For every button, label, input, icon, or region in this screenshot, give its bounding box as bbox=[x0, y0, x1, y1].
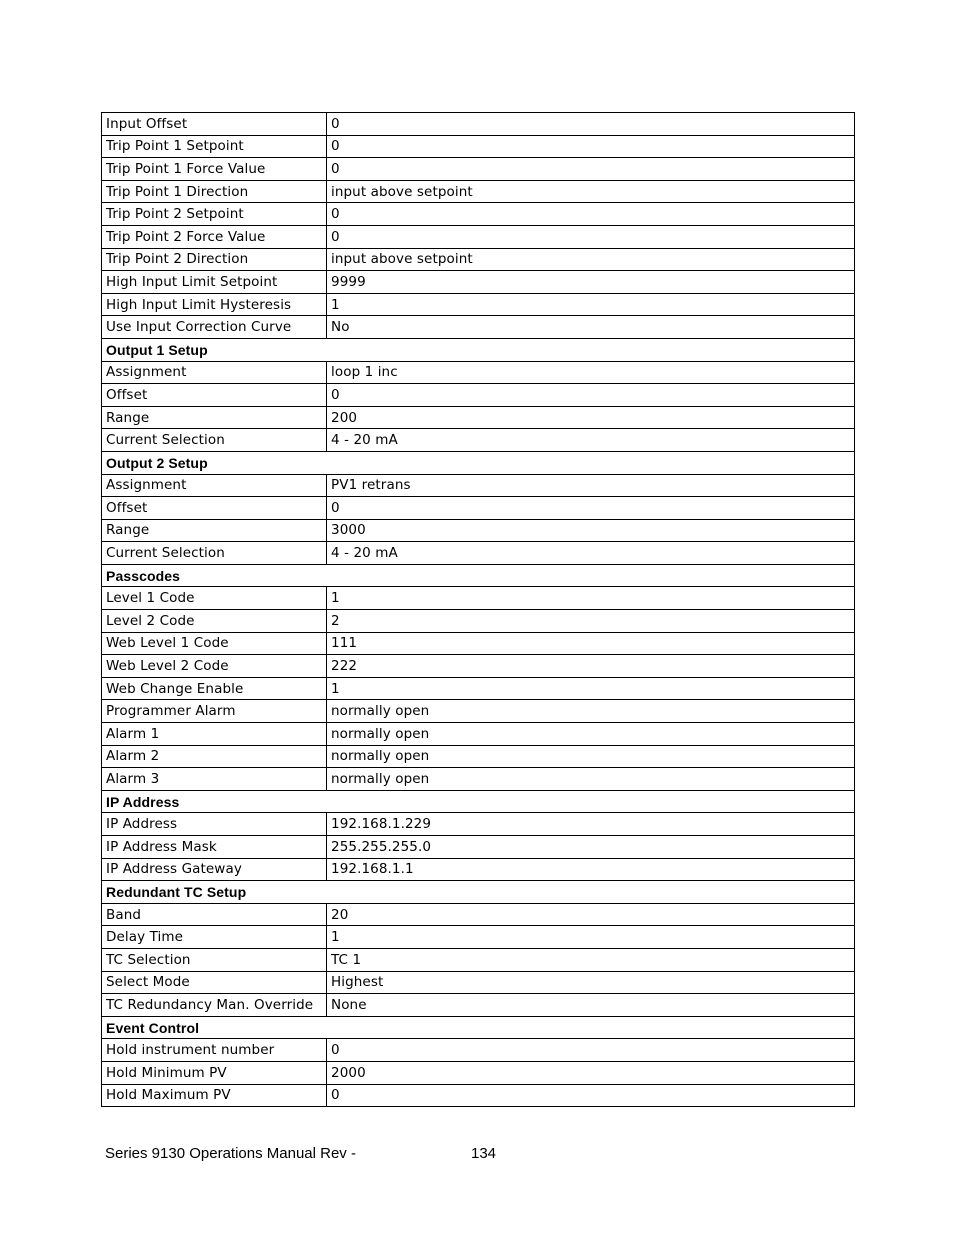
setting-label: High Input Limit Setpoint bbox=[102, 271, 327, 294]
setting-value: normally open bbox=[327, 700, 855, 723]
setting-value: 0 bbox=[327, 225, 855, 248]
setting-value: 0 bbox=[327, 497, 855, 520]
setting-value: 0 bbox=[327, 1039, 855, 1062]
setting-label: Range bbox=[102, 519, 327, 542]
setting-label: Current Selection bbox=[102, 542, 327, 565]
table-row bbox=[102, 1039, 855, 1062]
setting-label: Current Selection bbox=[102, 429, 327, 452]
setting-label: Use Input Correction Curve bbox=[102, 316, 327, 339]
setting-label: Trip Point 2 Setpoint bbox=[102, 203, 327, 226]
table-row bbox=[102, 316, 855, 339]
table-row bbox=[102, 203, 855, 226]
section-header-row bbox=[102, 881, 855, 904]
setting-label: Level 2 Code bbox=[102, 610, 327, 633]
setting-label: Alarm 3 bbox=[102, 768, 327, 791]
setting-label: Trip Point 2 Direction bbox=[102, 248, 327, 271]
setting-value: 222 bbox=[327, 655, 855, 678]
section-header-row bbox=[102, 451, 855, 474]
setting-value: 2 bbox=[327, 610, 855, 633]
setting-label: Alarm 1 bbox=[102, 723, 327, 746]
setting-label: IP Address bbox=[102, 813, 327, 836]
table-row bbox=[102, 497, 855, 520]
table-row bbox=[102, 655, 855, 678]
table-row bbox=[102, 293, 855, 316]
table-row bbox=[102, 745, 855, 768]
table-row bbox=[102, 903, 855, 926]
table-row bbox=[102, 677, 855, 700]
setting-label: Web Level 2 Code bbox=[102, 655, 327, 678]
setting-label: Input Offset bbox=[102, 113, 327, 136]
setting-value: 0 bbox=[327, 158, 855, 181]
table-row bbox=[102, 994, 855, 1017]
table-row bbox=[102, 361, 855, 384]
table-row bbox=[102, 180, 855, 203]
table-row bbox=[102, 519, 855, 542]
setting-value: 1 bbox=[327, 926, 855, 949]
table-row bbox=[102, 768, 855, 791]
setting-value: 2000 bbox=[327, 1061, 855, 1084]
setting-label: Trip Point 2 Force Value bbox=[102, 225, 327, 248]
table-row bbox=[102, 135, 855, 158]
setting-label: Offset bbox=[102, 497, 327, 520]
setting-label: TC Selection bbox=[102, 948, 327, 971]
table-row bbox=[102, 542, 855, 565]
table-row bbox=[102, 836, 855, 859]
setting-value: 4 - 20 mA bbox=[327, 429, 855, 452]
table-row bbox=[102, 271, 855, 294]
setting-value: PV1 retrans bbox=[327, 474, 855, 497]
setting-label: Assignment bbox=[102, 361, 327, 384]
setting-label: Level 1 Code bbox=[102, 587, 327, 610]
table-row bbox=[102, 248, 855, 271]
footer-page-number: 134 bbox=[471, 1145, 497, 1162]
settings-table-body bbox=[102, 113, 855, 1107]
setting-label: Offset bbox=[102, 384, 327, 407]
setting-value: No bbox=[327, 316, 855, 339]
setting-value: input above setpoint bbox=[327, 180, 855, 203]
setting-value: 255.255.255.0 bbox=[327, 836, 855, 859]
section-header-row bbox=[102, 564, 855, 587]
table-row bbox=[102, 971, 855, 994]
table-row bbox=[102, 813, 855, 836]
setting-label: Trip Point 1 Direction bbox=[102, 180, 327, 203]
setting-label: Band bbox=[102, 903, 327, 926]
setting-label: Range bbox=[102, 406, 327, 429]
setting-value: TC 1 bbox=[327, 948, 855, 971]
section-header-row bbox=[102, 1016, 855, 1039]
setting-value: normally open bbox=[327, 723, 855, 746]
setting-label: Hold Maximum PV bbox=[102, 1084, 327, 1107]
table-row bbox=[102, 406, 855, 429]
setting-value: 3000 bbox=[327, 519, 855, 542]
setting-value: input above setpoint bbox=[327, 248, 855, 271]
section-header: Event Control bbox=[102, 1016, 855, 1039]
setting-value: 1 bbox=[327, 293, 855, 316]
section-header: Output 2 Setup bbox=[102, 451, 855, 474]
setting-value: 200 bbox=[327, 406, 855, 429]
setting-value: 20 bbox=[327, 903, 855, 926]
table-row bbox=[102, 384, 855, 407]
setting-value: 0 bbox=[327, 203, 855, 226]
setting-label: Assignment bbox=[102, 474, 327, 497]
setting-label: TC Redundancy Man. Override bbox=[102, 994, 327, 1017]
setting-label: Alarm 2 bbox=[102, 745, 327, 768]
section-header-row bbox=[102, 338, 855, 361]
setting-value: 1 bbox=[327, 587, 855, 610]
table-row bbox=[102, 225, 855, 248]
table-row bbox=[102, 113, 855, 136]
setting-label: Programmer Alarm bbox=[102, 700, 327, 723]
setting-value: normally open bbox=[327, 768, 855, 791]
setting-label: Select Mode bbox=[102, 971, 327, 994]
table-row bbox=[102, 723, 855, 746]
table-row bbox=[102, 926, 855, 949]
section-header-row bbox=[102, 790, 855, 813]
setting-value: 4 - 20 mA bbox=[327, 542, 855, 565]
section-header: Passcodes bbox=[102, 564, 855, 587]
table-row bbox=[102, 948, 855, 971]
setting-label: High Input Limit Hysteresis bbox=[102, 293, 327, 316]
table-row bbox=[102, 587, 855, 610]
table-row bbox=[102, 1061, 855, 1084]
table-row bbox=[102, 858, 855, 881]
setting-value: 111 bbox=[327, 632, 855, 655]
setting-label: Trip Point 1 Force Value bbox=[102, 158, 327, 181]
setting-value: Highest bbox=[327, 971, 855, 994]
setting-value: 192.168.1.1 bbox=[327, 858, 855, 881]
setting-label: IP Address Mask bbox=[102, 836, 327, 859]
table-row bbox=[102, 429, 855, 452]
setting-label: Hold Minimum PV bbox=[102, 1061, 327, 1084]
table-row bbox=[102, 474, 855, 497]
section-header: Output 1 Setup bbox=[102, 338, 855, 361]
setting-value: 1 bbox=[327, 677, 855, 700]
setting-value: 0 bbox=[327, 384, 855, 407]
setting-value: loop 1 inc bbox=[327, 361, 855, 384]
setting-label: Hold instrument number bbox=[102, 1039, 327, 1062]
setting-value: 0 bbox=[327, 135, 855, 158]
table-row bbox=[102, 158, 855, 181]
table-row bbox=[102, 700, 855, 723]
setting-value: normally open bbox=[327, 745, 855, 768]
table-row bbox=[102, 1084, 855, 1107]
setting-value: 0 bbox=[327, 113, 855, 136]
setting-value: 0 bbox=[327, 1084, 855, 1107]
settings-table bbox=[101, 112, 855, 1107]
table-row bbox=[102, 632, 855, 655]
footer-manual-title: Series 9130 Operations Manual Rev - bbox=[105, 1145, 356, 1162]
table-row bbox=[102, 610, 855, 633]
setting-label: Delay Time bbox=[102, 926, 327, 949]
setting-value: 9999 bbox=[327, 271, 855, 294]
setting-label: Trip Point 1 Setpoint bbox=[102, 135, 327, 158]
setting-label: Web Level 1 Code bbox=[102, 632, 327, 655]
section-header: Redundant TC Setup bbox=[102, 881, 855, 904]
setting-label: Web Change Enable bbox=[102, 677, 327, 700]
setting-value: 192.168.1.229 bbox=[327, 813, 855, 836]
setting-label: IP Address Gateway bbox=[102, 858, 327, 881]
section-header: IP Address bbox=[102, 790, 855, 813]
setting-value: None bbox=[327, 994, 855, 1017]
